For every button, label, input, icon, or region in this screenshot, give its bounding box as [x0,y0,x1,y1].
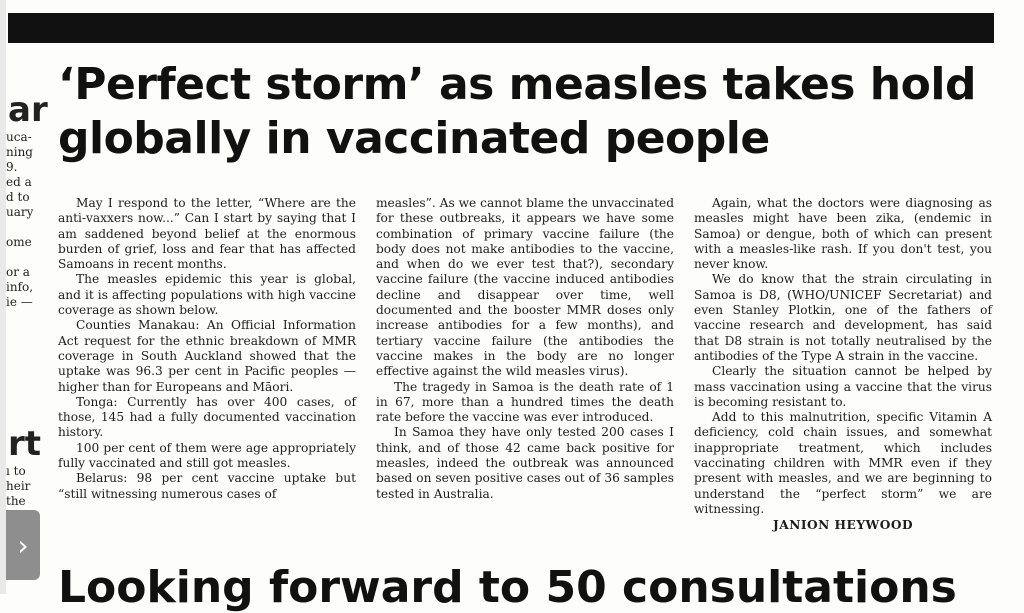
previous-line: ı to [6,464,26,478]
chevron-right-icon: › [17,528,29,562]
paragraph: Tonga: Currently has over 400 cases, of those, 145 had a fully documented vaccination history. [58,394,356,440]
next-article-headline [58,562,998,613]
previous-line: uary [6,205,34,219]
paragraph: The measles epidemic this year is global, and it is affecting populations with high vaccine coverage as shown below. [58,272,356,318]
paragraph: Clearly the situation cannot be helped by mass vaccination using a vaccine that the virus is becoming resistant to. [694,364,992,409]
previous-line: ed a [6,175,32,189]
previous-line: heir [6,479,31,493]
article-column-2 [376,196,674,502]
previous-line: ome [6,235,32,249]
paragraph: Belarus: 98 per cent vaccine uptake but “still witnessing numerous cases of [58,471,356,501]
previous-heading-top: ar [8,90,48,130]
next-page-button[interactable] [6,510,40,580]
paragraph: Counties Manakau: An Official Information Act request for the ethnic breakdown of MMR coverage in South Auckland showed that the uptake was 96.3 per cent in Pacific peoples — higher than for Europeans and Māori. [58,318,356,394]
paragraph: measles”. As we cannot blame the unvaccinated for these outbreaks, it appears we have some combination of primary vaccine failure (the body does not make antibodies to the vaccine, and when do we ever test that?), secondary vaccine failure (the vaccine induced antibodies decline and disappear over time, well documented and the booster MMR doses only increase antibodies for a few months), and tertiary vaccine failure (the antibodies the vaccine makes in the body are no longer effective against the wild measles virus). [376,196,674,379]
previous-line: uca- [6,130,32,144]
article-column-3 [694,196,992,534]
previous-article-column [6,90,48,509]
previous-line: or a [6,265,30,279]
previous-line [6,220,38,235]
article-column-1 [58,196,356,502]
next-headline-text: Looking forward to 50 consultations [58,562,957,613]
author-signature: JANION HEYWOOD [772,518,914,533]
paragraph: May I respond to the letter, “Where are the anti-vaxxers now...” Can I start by saying that I am saddened beyond belief at the enormous burden of grief, loss and fear that has affected Samoans in recent months. [58,196,356,272]
previous-line: the [6,494,26,508]
paragraph: We do know that the strain circulating in Samoa is D8, (WHO/UNICEF Secretariat) and even Stanley Plotkin, one of the fathers of vaccine research and development, has said that D8 strain is not totally neutralised by the antibodies of the Type A strain in the vaccine. [694,272,992,363]
previous-line: info, [6,280,34,294]
paragraph: In Samoa they have only tested 200 cases I think, and of those 42 came back positive for measles, indeed the outbreak was announced based on seven positive cases out of 36 samples tested in Australia. [376,425,674,501]
paragraph: Add to this malnutrition, specific Vitamin A deficiency, cold chain issues, and somewhat inappropriate treatment, which includes vaccinating children with MMR even if they present with measles, and we are beginning to understand the “perfect storm” we are witnessing. [694,410,992,516]
previous-line: d to [6,190,30,204]
section-header-bar [8,13,994,43]
previous-line: 9. [6,160,18,174]
previous-line [6,250,38,265]
previous-line: ie — [6,295,33,309]
paragraph: The tragedy in Samoa is the death rate of 1 in 67, more than a hundred times the death rate before the vaccine was ever introduced. [376,379,674,425]
paragraph: Again, what the doctors were diagnosing as measles might have been zika, (endemic in Samoa) or dengue, both of which can present with a measles-like rash. If you don't test, you never know. [694,196,992,272]
previous-line: ning [6,145,33,159]
previous-heading-bottom: rt [8,424,42,464]
paragraph: 100 per cent of them were age appropriately fully vaccinated and still got measles. [58,440,356,471]
article-headline: ‘Perfect storm’ as measles takes hold globally in vaccinated people [58,59,976,164]
